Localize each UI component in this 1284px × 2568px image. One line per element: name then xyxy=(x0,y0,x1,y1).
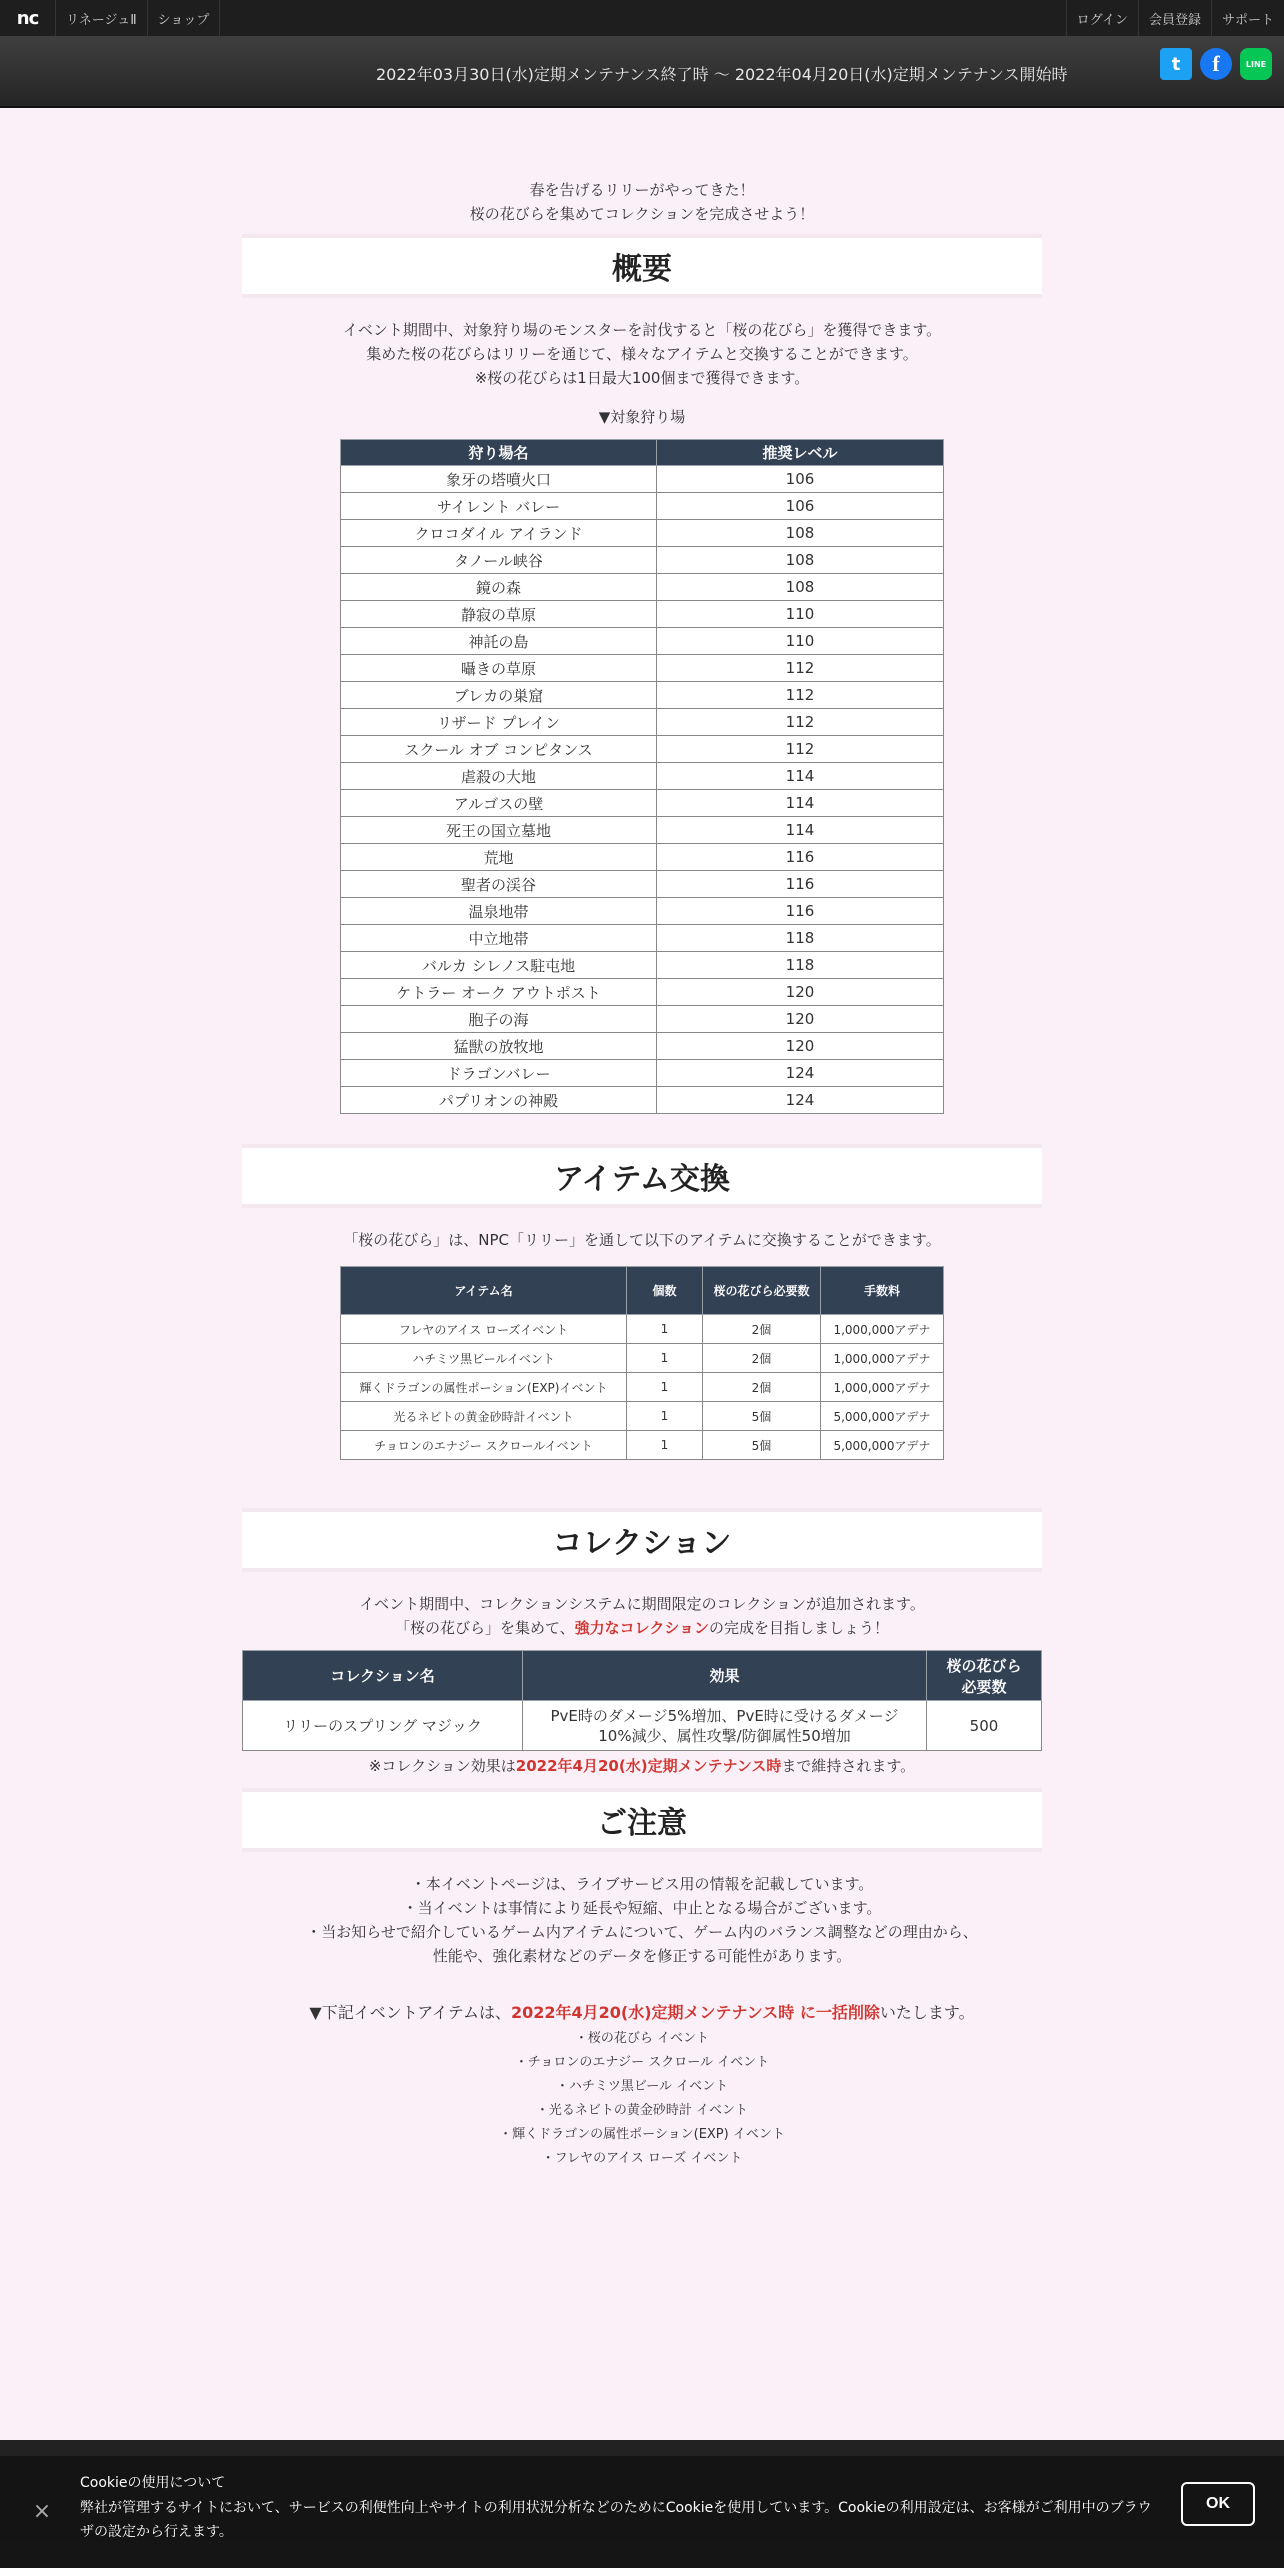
col-hunting-ground: 狩り場名 xyxy=(341,440,657,466)
table-row xyxy=(341,952,944,979)
global-nav xyxy=(0,0,1284,36)
hunting-ground-name: 荒地 xyxy=(341,844,657,871)
recommended-level: 114 xyxy=(657,817,944,844)
table-row xyxy=(341,1431,944,1460)
nav-register[interactable]: 会員登録 xyxy=(1138,0,1211,36)
table-row xyxy=(341,1033,944,1060)
nav-lineage2[interactable]: リネージュⅡ xyxy=(56,0,148,36)
collection-note: ※コレクション効果は2022年4月20(水)定期メンテナンス時まで維持されます。 xyxy=(368,1757,916,1775)
hunting-ground-name: 聖者の渓谷 xyxy=(341,871,657,898)
table-row xyxy=(341,736,944,763)
recommended-level: 114 xyxy=(657,790,944,817)
recommended-level: 120 xyxy=(657,1033,944,1060)
petals-required: 5個 xyxy=(703,1402,821,1431)
hunting-ground-name: 神託の島 xyxy=(341,628,657,655)
recommended-level: 110 xyxy=(657,601,944,628)
item-quantity: 1 xyxy=(627,1373,703,1402)
hunting-ground-name: アルゴスの壁 xyxy=(341,790,657,817)
table-row xyxy=(341,763,944,790)
cookie-ok-button[interactable]: OK xyxy=(1181,2482,1255,2526)
cookie-text: 弊社が管理するサイトにおいて、サービスの利便性向上やサイトの利用状況分析などのためにCookieを使用しています。Cookieの利用設定は、お客様がご利用中のブラウザの設定から行えます。 xyxy=(80,2500,1152,2540)
petals-required: 5個 xyxy=(703,1431,821,1460)
recommended-level: 108 xyxy=(657,547,944,574)
list-item: ・チョロンのエナジー スクロール イベント xyxy=(514,2055,770,2070)
table-row xyxy=(341,1344,944,1373)
recommended-level: 116 xyxy=(657,844,944,871)
hunting-ground-name: バルカ シレノス駐屯地 xyxy=(341,952,657,979)
list-item: ・桜の花びら イベント xyxy=(574,2031,710,2046)
hunting-ground-name: リザード プレイン xyxy=(341,709,657,736)
list-item: ・輝くドラゴンの属性ポーション(EXP) イベント xyxy=(499,2127,785,2142)
table-row xyxy=(341,1087,944,1114)
hunting-ground-name: 静寂の草原 xyxy=(341,601,657,628)
recommended-level: 106 xyxy=(657,493,944,520)
list-item: ・光るネビトの黄金砂時計 イベント xyxy=(535,2103,749,2118)
item-name: ハチミツ黒ビールイベント xyxy=(341,1344,627,1373)
facebook-share-icon[interactable]: f xyxy=(1200,48,1232,80)
col-fee: 手数料 xyxy=(821,1267,944,1315)
line-share-icon[interactable]: LINE xyxy=(1240,48,1272,80)
col-quantity: 個数 xyxy=(627,1267,703,1315)
table-row xyxy=(341,871,944,898)
table-row xyxy=(341,466,944,493)
recommended-level: 118 xyxy=(657,925,944,952)
recommended-level: 112 xyxy=(657,655,944,682)
table-row xyxy=(341,817,944,844)
intro-text: 春を告げるリリーがやってきた！ 桜の花びらを集めてコレクションを完成させよう！ xyxy=(469,181,815,223)
nav-support[interactable]: サポート xyxy=(1211,0,1284,36)
recommended-level: 110 xyxy=(657,628,944,655)
hunting-ground-name: クロコダイル アイランド xyxy=(341,520,657,547)
col-petal-count: 桜の花びら 必要数 xyxy=(927,1651,1042,1701)
close-icon[interactable]: × xyxy=(32,2499,52,2524)
overview-title: 概要 xyxy=(242,234,1042,298)
recommended-level: 118 xyxy=(657,952,944,979)
item-name: フレヤのアイス ローズイベント xyxy=(341,1315,627,1344)
hunting-ground-name: ブレカの巣窟 xyxy=(341,682,657,709)
nav-shop[interactable]: ショップ xyxy=(148,0,221,36)
hunting-ground-name: サイレント バレー xyxy=(341,493,657,520)
recommended-level: 112 xyxy=(657,682,944,709)
item-quantity: 1 xyxy=(627,1402,703,1431)
table-row xyxy=(341,898,944,925)
hunting-ground-name: 鏡の森 xyxy=(341,574,657,601)
col-item-name: アイテム名 xyxy=(341,1267,627,1315)
table-row xyxy=(341,790,944,817)
table-row xyxy=(341,1315,944,1344)
caution-list: ・本イベントページは、ライブサービス用の情報を記載しています。 ・当イベントは事情により延長や短縮、中止となる場合がございます。 ・当お知らせで紹介しているゲーム内アイテムについて、ゲーム内のバランス調整などの理由から、 性能や、強化素材などのデータを修正する可能性があります。 xyxy=(306,1875,978,1965)
recommended-level: 120 xyxy=(657,1006,944,1033)
hunting-ground-name: パプリオンの神殿 xyxy=(341,1087,657,1114)
nav-login[interactable]: ログイン xyxy=(1066,0,1138,36)
table-row xyxy=(341,979,944,1006)
item-quantity: 1 xyxy=(627,1431,703,1460)
hunting-ground-name: ケトラー オーク アウトポスト xyxy=(341,979,657,1006)
recommended-level: 124 xyxy=(657,1087,944,1114)
item-name: チョロンのエナジー スクロールイベント xyxy=(341,1431,627,1460)
recommended-level: 116 xyxy=(657,871,944,898)
recommended-level: 116 xyxy=(657,898,944,925)
exchange-table xyxy=(340,1266,944,1460)
hunting-ground-name: 温泉地帯 xyxy=(341,898,657,925)
hunting-ground-name: 猛獣の放牧地 xyxy=(341,1033,657,1060)
hunting-ground-name: スクール オブ コンピタンス xyxy=(341,736,657,763)
twitter-share-icon[interactable]: t xyxy=(1160,48,1192,80)
cookie-title: Cookieの使用について xyxy=(80,2475,226,2491)
event-content xyxy=(0,110,1284,2171)
recommended-level: 112 xyxy=(657,736,944,763)
removal-notice: ▼下記イベントアイテムは、2022年4月20(水)定期メンテナンス時 に一括削除いたします。 xyxy=(309,2003,975,2022)
table-row xyxy=(341,1373,944,1402)
recommended-level: 114 xyxy=(657,763,944,790)
table-row xyxy=(341,844,944,871)
hunting-ground-name: タノール峡谷 xyxy=(341,547,657,574)
hunting-ground-name: 中立地帯 xyxy=(341,925,657,952)
table-row xyxy=(341,601,944,628)
item-quantity: 1 xyxy=(627,1344,703,1373)
table-row xyxy=(341,1006,944,1033)
hunting-ground-name: 象牙の塔噴火口 xyxy=(341,466,657,493)
event-header xyxy=(0,36,1284,108)
list-item: ・ハチミツ黒ビール イベント xyxy=(555,2079,729,2094)
nc-logo[interactable]: nc xyxy=(0,0,56,36)
hunting-ground-name: 虐殺の大地 xyxy=(341,763,657,790)
hunting-ground-name: 死王の国立墓地 xyxy=(341,817,657,844)
removal-item-list xyxy=(0,2027,1284,2171)
table-row xyxy=(341,1402,944,1431)
item-name: 光るネビトの黄金砂時計イベント xyxy=(341,1402,627,1431)
table-row xyxy=(341,1060,944,1087)
recommended-level: 106 xyxy=(657,466,944,493)
table-row xyxy=(341,709,944,736)
recommended-level: 112 xyxy=(657,709,944,736)
recommended-level: 108 xyxy=(657,574,944,601)
fee: 5,000,000アデナ xyxy=(821,1431,944,1460)
fee: 1,000,000アデナ xyxy=(821,1373,944,1402)
exchange-desc: 「桜の花びら」は、NPC「リリー」を通して以下のアイテムに交換することができます。 xyxy=(343,1231,941,1249)
recommended-level: 108 xyxy=(657,520,944,547)
collection-table xyxy=(242,1650,1042,1751)
table-row xyxy=(341,682,944,709)
table-row xyxy=(341,628,944,655)
item-name: 輝くドラゴンの属性ポーション(EXP)イベント xyxy=(341,1373,627,1402)
col-level: 推奨レベル xyxy=(657,440,944,466)
table-row xyxy=(341,493,944,520)
hunting-ground-name: 囁きの草原 xyxy=(341,655,657,682)
col-collection-name: コレクション名 xyxy=(243,1651,523,1701)
table-row xyxy=(341,547,944,574)
overview-desc: イベント期間中、対象狩り場のモンスターを討伐すると「桜の花びら」を獲得できます。 集めた桜の花びらはリリーを通じて、様々なアイテムと交換することができます。 ※桜の花びらは1日最大100個まで獲得できます。 xyxy=(342,321,942,387)
table-row xyxy=(341,925,944,952)
table-row xyxy=(341,520,944,547)
petals-required: 2個 xyxy=(703,1373,821,1402)
col-petals-required: 桜の花びら必要数 xyxy=(703,1267,821,1315)
table-row xyxy=(341,574,944,601)
hunting-ground-subhead: ▼対象狩り場 xyxy=(598,408,686,426)
petals-required: 2個 xyxy=(703,1315,821,1344)
hunting-ground-table xyxy=(340,439,944,1114)
recommended-level: 124 xyxy=(657,1060,944,1087)
col-effect: 効果 xyxy=(523,1651,927,1701)
event-period: 2022年03月30日(水)定期メンテナンス終了時 〜 2022年04月20日(水)定期メンテナンス開始時 xyxy=(376,65,1068,84)
recommended-level: 120 xyxy=(657,979,944,1006)
collection-title: コレクション xyxy=(242,1508,1042,1572)
petals-required: 2個 xyxy=(703,1344,821,1373)
fee: 1,000,000アデナ xyxy=(821,1315,944,1344)
table-row: リリーのスプリング マジック PvE時のダメージ5%増加、PvE時に受けるダメージ 10%減少、属性攻撃/防御属性50増加 500 xyxy=(243,1701,1042,1751)
fee: 1,000,000アデナ xyxy=(821,1344,944,1373)
caution-title: ご注意 xyxy=(242,1788,1042,1852)
list-item: ・フレヤのアイス ローズ イベント xyxy=(541,2151,743,2166)
exchange-title: アイテム交換 xyxy=(242,1144,1042,1208)
cookie-banner xyxy=(0,2456,1284,2568)
table-row xyxy=(341,655,944,682)
hunting-ground-name: ドラゴンバレー xyxy=(341,1060,657,1087)
item-quantity: 1 xyxy=(627,1315,703,1344)
collection-desc: イベント期間中、コレクションシステムに期間限定のコレクションが追加されます。 「桜の花びら」を集めて、強力なコレクションの完成を目指しましょう！ xyxy=(359,1595,925,1637)
hunting-ground-name: 胞子の海 xyxy=(341,1006,657,1033)
fee: 5,000,000アデナ xyxy=(821,1402,944,1431)
